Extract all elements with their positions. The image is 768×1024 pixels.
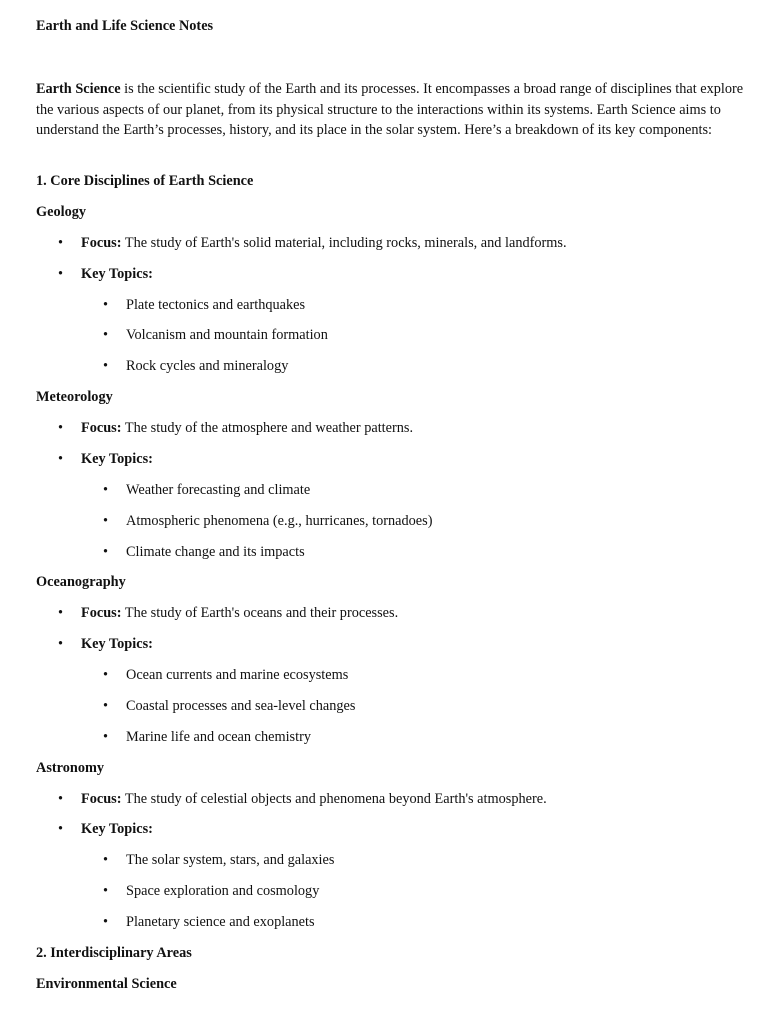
bullet-marker: • bbox=[58, 605, 64, 621]
topic-item bbox=[103, 542, 305, 562]
key-topics-label: Key Topics: bbox=[81, 451, 153, 467]
key-topics-label: Key Topics: bbox=[81, 636, 153, 652]
discipline-heading-meteorology: Meteorology bbox=[36, 389, 113, 405]
topic-text: Rock cycles and mineralogy bbox=[126, 358, 289, 374]
key-topics-label: Key Topics: bbox=[81, 266, 153, 282]
intro-term: Earth Science bbox=[36, 81, 121, 97]
section-heading-interdisciplinary: 2. Interdisciplinary Areas bbox=[36, 945, 192, 961]
discipline-heading-geology: Geology bbox=[36, 204, 87, 220]
intro-text: is the scientific study of the Earth and its processes. It encompasses a broad range of disciplines that explore the various aspects of our planet, from its physical structure to the interactions within its systems. Earth Science aims to understand the Earth’s processes, history, and its place in the solar system. Here’s a breakdown of its key components: bbox=[36, 81, 744, 138]
key-topics-item-meteorology bbox=[58, 449, 153, 469]
topic-text: The solar system, stars, and galaxies bbox=[126, 852, 335, 868]
key-topics-item-geology bbox=[58, 264, 153, 284]
bullet-marker: • bbox=[103, 883, 109, 899]
focus-text: The study of the atmosphere and weather patterns. bbox=[121, 420, 414, 436]
focus-item-oceanography bbox=[58, 603, 398, 623]
key-topics-item-oceanography bbox=[58, 634, 153, 654]
topic-item bbox=[103, 850, 334, 870]
topic-item bbox=[103, 325, 328, 345]
topic-text: Coastal processes and sea-level changes bbox=[126, 698, 356, 714]
bullet-marker: • bbox=[103, 297, 109, 313]
bullet-marker: • bbox=[58, 266, 64, 282]
focus-text: The study of Earth's solid material, including rocks, minerals, and landforms. bbox=[121, 235, 567, 251]
key-topics-item-astronomy bbox=[58, 819, 153, 839]
focus-text: The study of Earth's oceans and their processes. bbox=[121, 605, 399, 621]
bullet-marker: • bbox=[103, 513, 109, 529]
bullet-marker: • bbox=[103, 327, 109, 343]
section-heading-core-disciplines: 1. Core Disciplines of Earth Science bbox=[36, 173, 254, 189]
bullet-marker: • bbox=[103, 852, 109, 868]
document-title: Earth and Life Science Notes bbox=[36, 18, 214, 34]
topic-item bbox=[103, 881, 319, 901]
topic-text: Planetary science and exoplanets bbox=[126, 914, 315, 930]
discipline-heading-oceanography: Oceanography bbox=[36, 574, 126, 590]
focus-item-meteorology bbox=[58, 418, 413, 438]
bullet-marker: • bbox=[58, 821, 64, 837]
topic-item bbox=[103, 696, 355, 716]
topic-item bbox=[103, 727, 311, 747]
topic-item bbox=[103, 665, 348, 685]
topic-text: Atmospheric phenomena (e.g., hurricanes, tornadoes) bbox=[126, 513, 433, 529]
topic-item bbox=[103, 511, 432, 531]
bullet-marker: • bbox=[103, 914, 109, 930]
topic-text: Weather forecasting and climate bbox=[126, 482, 311, 498]
bullet-marker: • bbox=[58, 791, 64, 807]
bullet-marker: • bbox=[58, 420, 64, 436]
bullet-marker: • bbox=[103, 698, 109, 714]
bullet-marker: • bbox=[58, 636, 64, 652]
topic-text: Plate tectonics and earthquakes bbox=[126, 297, 306, 313]
bullet-marker: • bbox=[103, 667, 109, 683]
focus-item-geology bbox=[58, 233, 567, 253]
bullet-marker: • bbox=[103, 482, 109, 498]
topic-item bbox=[103, 295, 305, 315]
bullet-marker: • bbox=[103, 729, 109, 745]
bullet-marker: • bbox=[58, 451, 64, 467]
bullet-marker: • bbox=[58, 235, 64, 251]
focus-label: Focus: bbox=[81, 605, 122, 621]
discipline-heading-astronomy: Astronomy bbox=[36, 760, 105, 776]
bullet-marker: • bbox=[103, 544, 109, 560]
bullet-marker: • bbox=[103, 358, 109, 374]
focus-label: Focus: bbox=[81, 235, 122, 251]
focus-label: Focus: bbox=[81, 420, 122, 436]
topic-text: Climate change and its impacts bbox=[126, 544, 305, 560]
focus-label: Focus: bbox=[81, 791, 122, 807]
subsection-heading-environmental-science: Environmental Science bbox=[36, 976, 177, 992]
topic-text: Marine life and ocean chemistry bbox=[126, 729, 311, 745]
key-topics-label: Key Topics: bbox=[81, 821, 153, 837]
focus-text: The study of celestial objects and phenomena beyond Earth's atmosphere. bbox=[121, 791, 547, 807]
topic-text: Ocean currents and marine ecosystems bbox=[126, 667, 349, 683]
topic-text: Volcanism and mountain formation bbox=[126, 327, 328, 343]
intro-paragraph bbox=[36, 79, 748, 141]
topic-item bbox=[103, 356, 288, 376]
topic-text: Space exploration and cosmology bbox=[126, 883, 320, 899]
focus-item-astronomy bbox=[58, 789, 547, 809]
topic-item bbox=[103, 480, 310, 500]
topic-item bbox=[103, 912, 315, 932]
